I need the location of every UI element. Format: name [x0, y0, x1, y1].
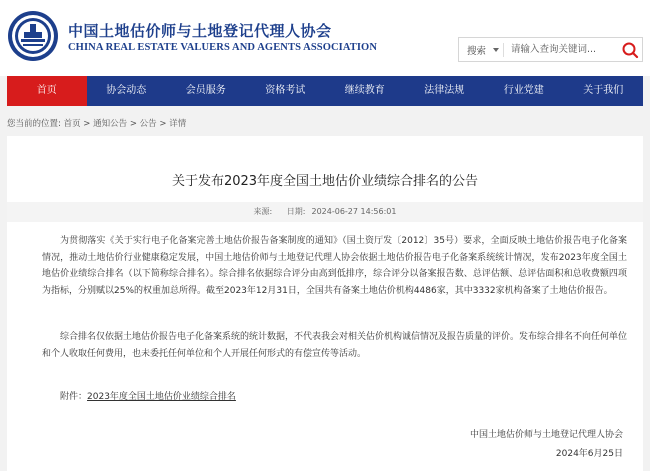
main-nav	[7, 76, 643, 106]
breadcrumb-separator: >	[156, 119, 170, 129]
attachment-label: 附件：	[60, 392, 88, 402]
search-box	[458, 37, 643, 62]
org-name-cn: 中国土地估价师与土地登记代理人协会	[68, 22, 332, 40]
attachment-link[interactable]: 2023年度全国土地估价业绩综合排名	[87, 392, 236, 402]
date-value: 2024-06-27 14:56:01	[311, 207, 397, 216]
nav-item-member-services[interactable]: 会员服务	[185, 85, 226, 96]
article-paragraph-2: 综合排名仅依据土地估价报告电子化备案系统的统计数据，不代表我会对相关估价机构诚信情况及报告质量的评价。发布综合排名不向任何单位和个人收取任何费用，也未委托任何单位和个人开展任何形式的有偿宣传等活动。	[42, 332, 628, 359]
signature-date: 2024年6月25日	[555, 449, 623, 459]
nav-item-news[interactable]: 协会动态	[106, 85, 147, 96]
search-icon[interactable]	[620, 40, 640, 60]
attachment	[60, 389, 236, 402]
chevron-down-icon[interactable]	[493, 48, 499, 52]
article-meta	[7, 202, 643, 222]
nav-item-home[interactable]: 首页	[7, 76, 87, 106]
breadcrumb-prefix: 您当前的位置:	[7, 119, 64, 129]
source-label: 来源:	[253, 207, 273, 216]
association-logo[interactable]	[7, 10, 59, 62]
article-title: 关于发布2023年度全国土地估价业绩综合排名的公告	[171, 174, 479, 189]
breadcrumb-current: 详情	[169, 119, 187, 129]
nav-item-about[interactable]: 关于我们	[583, 85, 624, 96]
org-name-en: CHINA REAL ESTATE VALUERS AND AGENTS ASSOCIATION	[68, 42, 378, 53]
search-divider	[503, 43, 504, 57]
breadcrumb	[7, 117, 186, 129]
breadcrumb-announcements[interactable]: 公告	[139, 119, 157, 129]
nav-item-education[interactable]: 继续教育	[344, 85, 385, 96]
search-scope-select[interactable]: 搜索	[467, 46, 487, 57]
site-header	[0, 0, 650, 76]
nav-item-party[interactable]: 行业党建	[503, 85, 544, 96]
article-card	[7, 136, 643, 471]
search-input[interactable]	[511, 40, 615, 59]
breadcrumb-notices[interactable]: 通知公告	[93, 119, 128, 129]
breadcrumb-home[interactable]: 首页	[63, 119, 81, 129]
article-paragraph-1: 为贯彻落实《关于实行电子化备案完善土地估价报告备案制度的通知》（国土资厅发〔2012〕35号）要求，全面反映土地估价报告电子化备案情况，推动土地估价行业健康稳定发展，中国土地估价师与土地登记代理人协会依据土地估价报告电子化备案系统统计情况，发布2023年度全国土地估价业绩综合排名（以下简称综合排名）。综合排名依据综合评分由高到低排序，综合评分以备案报告数、总评估额、总评估面积和总收费额四项为指标，分别赋以25%的权重加总所得。截至2023年12月31日，全国共有备案土地估价机构4486家，其中3332家机构备案了土地估价报告。	[42, 236, 627, 296]
nav-item-laws[interactable]: 法律法规	[424, 85, 465, 96]
breadcrumb-separator: >	[127, 119, 140, 129]
nav-item-exam[interactable]: 资格考试	[265, 85, 306, 96]
breadcrumb-separator: >	[80, 119, 94, 129]
signature-org: 中国土地估价师与土地登记代理人协会	[469, 430, 623, 440]
date-label: 日期:	[286, 207, 306, 216]
